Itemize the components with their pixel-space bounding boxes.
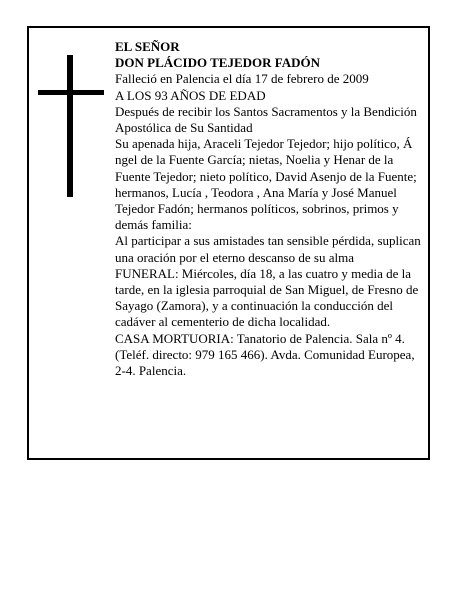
obituary-heading: EL SEÑOR — [115, 39, 180, 54]
prayer-request: Al participar a sus amistades tan sensible pérdida, suplican una oración por el eterno descanso de su alma — [115, 233, 421, 265]
obituary-frame — [27, 26, 430, 460]
family-list: Su apenada hija, Araceli Tejedor Tejedor; hijo político, Á ngel de la Fuente García; nietas, Noelia y Henar de la Fuente Tejedor; nieto político, David Asenjo de la Fuente; hermanos, Lucía , Teodora , Ana María y José Manuel Tejedor Fadón; hermanos políticos, sobrinos, primos y demás familia: — [115, 136, 417, 233]
cross-icon — [38, 55, 104, 197]
cross-horizontal-bar — [38, 90, 104, 95]
age-at-death: A LOS 93 AÑOS DE EDAD — [115, 87, 266, 103]
obituary-text — [115, 39, 425, 379]
death-details: Falleció en Palencia el día 17 de febrero de 2009 — [115, 71, 369, 87]
sacraments-note: Después de recibir los Santos Sacramentos y la Bendición Apostólica de Su Santidad — [115, 103, 417, 136]
funeral-home-details: CASA MORTUORIA: Tanatorio de Palencia. Sala nº 4. (Teléf. directo: 979 165 466). Avda. Comunidad Europea, 2-4. Palencia. — [115, 330, 415, 379]
cross-vertical-bar — [67, 55, 73, 197]
funeral-details: FUNERAL: Miércoles, día 18, a las cuatro y media de la tarde, en la iglesia parroquial de San Miguel, de Fresno de Sayago (Zamora), y a continuación la conducción del cadáver al cementerio de dicha localidad. — [115, 265, 419, 330]
deceased-name: DON PLÁCIDO TEJEDOR FADÓN — [115, 55, 321, 71]
